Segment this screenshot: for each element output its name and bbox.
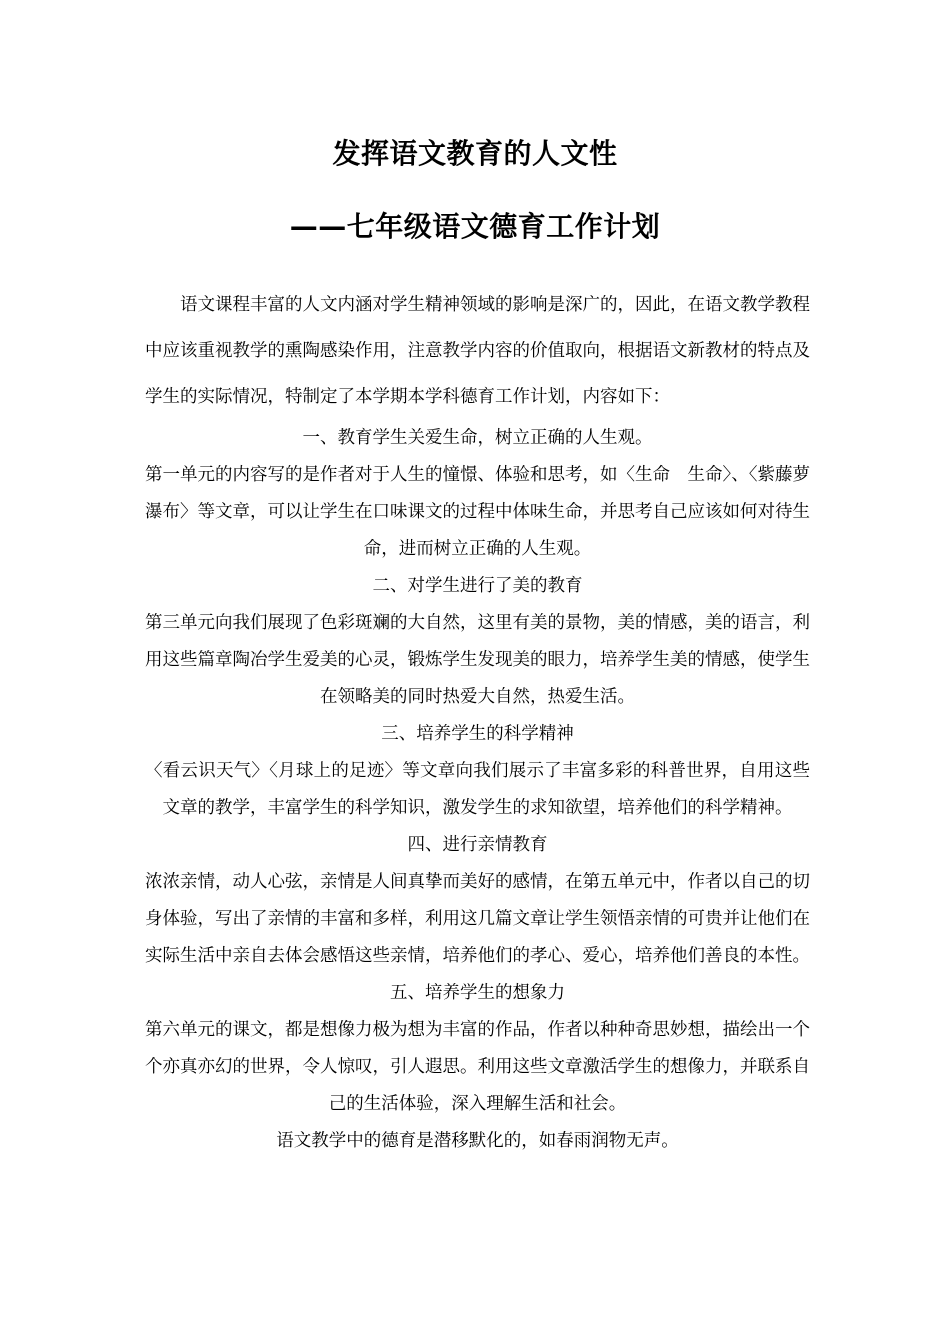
section-1-body: 第一单元的内容写的是作者对于人生的憧憬、体验和思考，如〈生命 生命〉、〈紫藤萝瀑布〉等文章，可以让学生在口味课文的过程中体味生命，并思考自己应该如何对待生命，进而树立正确的人生观。 (145, 465, 810, 559)
document-body (145, 282, 810, 1160)
closing-paragraph: 语文教学中的德育是潜移默化的，如春雨润物无声。 (276, 1131, 679, 1151)
section-3-heading: 三、培养学生的科学精神 (381, 724, 574, 744)
section-5-body: 第六单元的课文，都是想像力极为想为丰富的作品，作者以种种奇思妙想，描绘出一个个亦真亦幻的世界，令人惊叹，引人遐思。利用这些文章激活学生的想像力，并联系自己的生活体验，深入理解生活和社会。 (145, 1020, 810, 1114)
intro-paragraph: 语文课程丰富的人文内涵对学生精神领域的影响是深广的，因此，在语文教学教程中应该重视教学的熏陶感染作用，注意教学内容的价值取向，根据语文新教材的特点及学生的实际情况，特制定了本学期本学科德育工作计划，内容如下： (145, 295, 810, 407)
section-4-heading: 四、进行亲情教育 (407, 835, 548, 855)
section-3-body: 〈看云识天气〉〈月球上的足迹〉等文章向我们展示了丰富多彩的科普世界，自用这些文章的教学，丰富学生的科学知识，激发学生的求知欲望，培养他们的科学精神。 (145, 761, 810, 818)
section-5-heading: 五、培养学生的想象力 (390, 983, 565, 1003)
section-2-heading: 二、对学生进行了美的教育 (372, 576, 583, 596)
section-1-heading: 一、教育学生关爱生命，树立正确的人生观。 (302, 428, 653, 448)
section-2-body: 第三单元向我们展现了色彩斑斓的大自然，这里有美的景物，美的情感，美的语言，利用这些篇章陶冶学生爱美的心灵，锻炼学生发现美的眼力，培养学生美的情感，使学生在领略美的同时热爱大自然，热爱生活。 (145, 613, 810, 707)
document-subtitle: ——七年级语文德育工作计划 (289, 210, 661, 243)
document-title: 发挥语文教育的人文性 (332, 137, 618, 170)
section-4-body: 浓浓亲情，动人心弦，亲情是人间真挚而美好的感情，在第五单元中，作者以自己的切身体验，写出了亲情的丰富和多样，利用这几篇文章让学生领悟亲情的可贵并让他们在实际生活中亲自去体会感悟这些亲情，培养他们的孝心、爱心，培养他们善良的本性。 (145, 872, 810, 966)
